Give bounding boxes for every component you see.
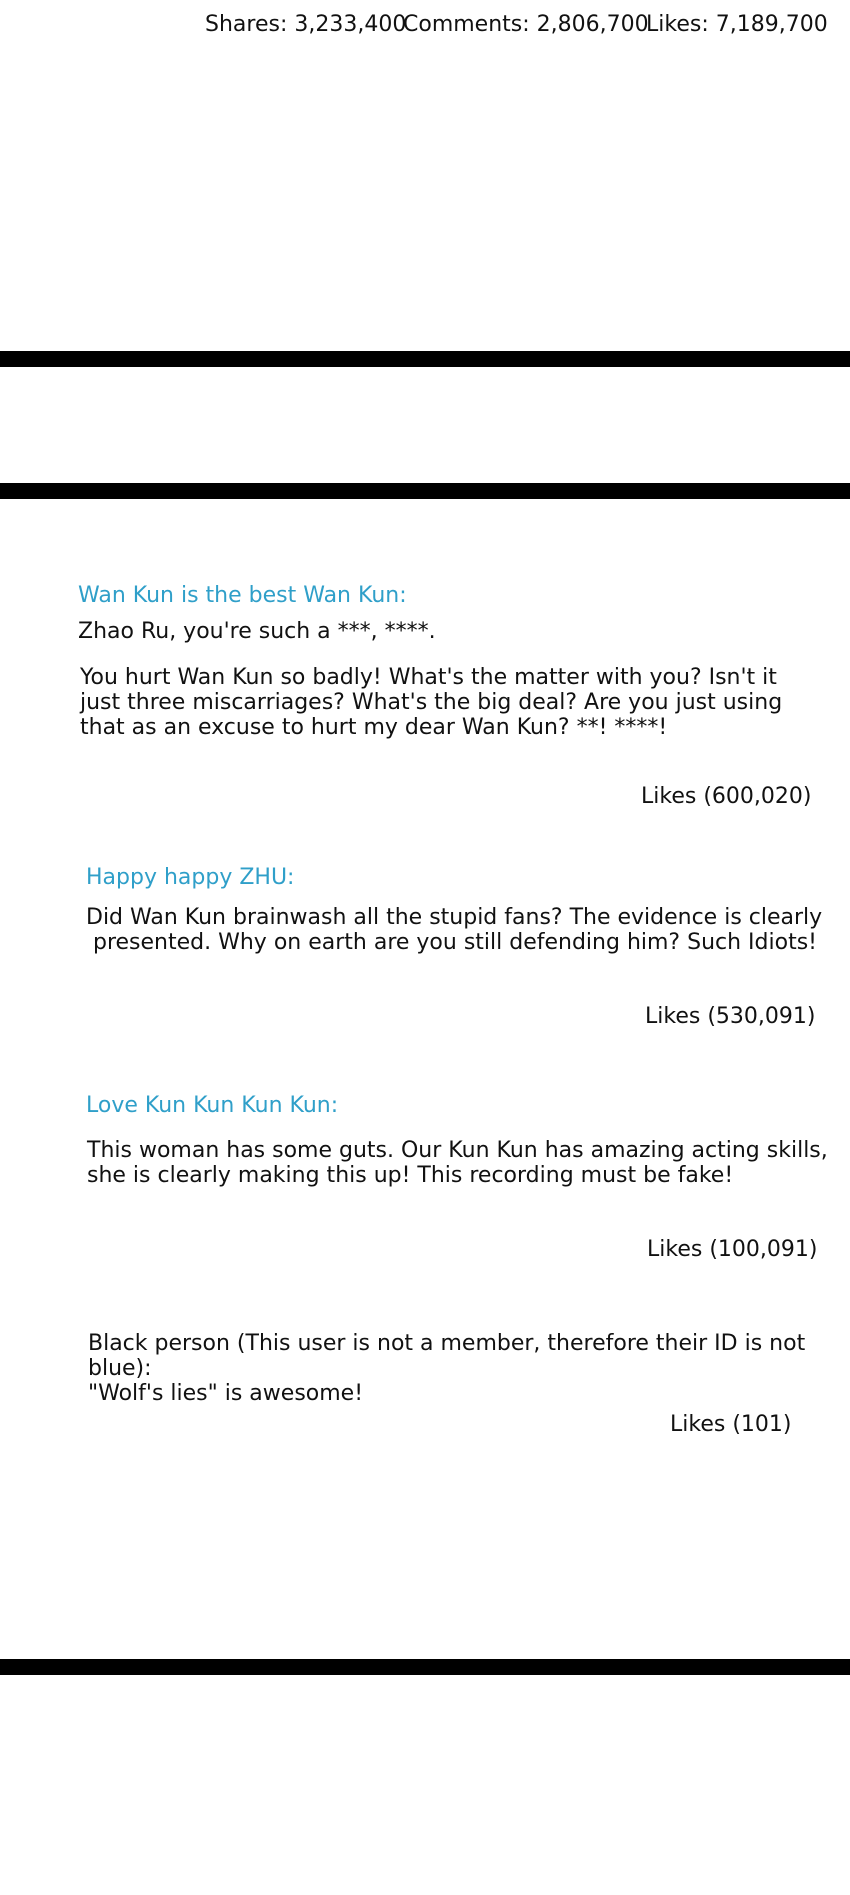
comment-3 [86,1093,846,1188]
comment-text: Zhao Ru, you're such a ***, ****. [78,619,436,644]
like-button[interactable]: Likes (100,091) [647,1237,818,1262]
divider-bar-1 [0,351,850,367]
comment-2 [86,865,846,955]
like-button[interactable]: Likes (600,020) [641,784,812,809]
comment-text-line: presented. Why on earth are you still defending him? Such Idiots! [86,930,817,955]
comment-1 [78,583,838,740]
like-button[interactable]: Likes (530,091) [645,1004,816,1029]
comment-text-line: You hurt Wan Kun so badly! What's the matter with you? Isn't it [80,665,777,690]
comment-text-line: she is clearly making this up! This recording must be fake! [87,1163,734,1188]
divider-bar-3 [0,1659,850,1675]
comment-author[interactable]: Love Kun Kun Kun Kun: [86,1093,339,1118]
comment-text-line: that as an excuse to hurt my dear Wan Kun? **! ****! [80,715,668,740]
post-stats-bar [0,12,850,46]
divider-bar-2 [0,483,850,499]
shares-count: Shares: 3,233,400 [205,12,407,37]
comment-4 [88,1331,828,1406]
comment-text-line: Did Wan Kun brainwash all the stupid fans? The evidence is clearly [86,905,823,930]
comment-text-line: just three miscarriages? What's the big deal? Are you just using [80,690,783,715]
likes-count: Likes: 7,189,700 [646,12,828,37]
comment-text-line: Black person (This user is not a member, therefore their ID is not blue): [88,1331,806,1381]
comments-count: Comments: 2,806,700 [403,12,649,37]
comment-author[interactable]: Happy happy ZHU: [86,865,295,890]
comment-author[interactable]: Wan Kun is the best Wan Kun: [78,583,407,608]
like-button[interactable]: Likes (101) [670,1412,792,1437]
comment-text-line: This woman has some guts. Our Kun Kun has amazing acting skills, [87,1138,828,1163]
comment-text-line: "Wolf's lies" is awesome! [88,1381,364,1406]
